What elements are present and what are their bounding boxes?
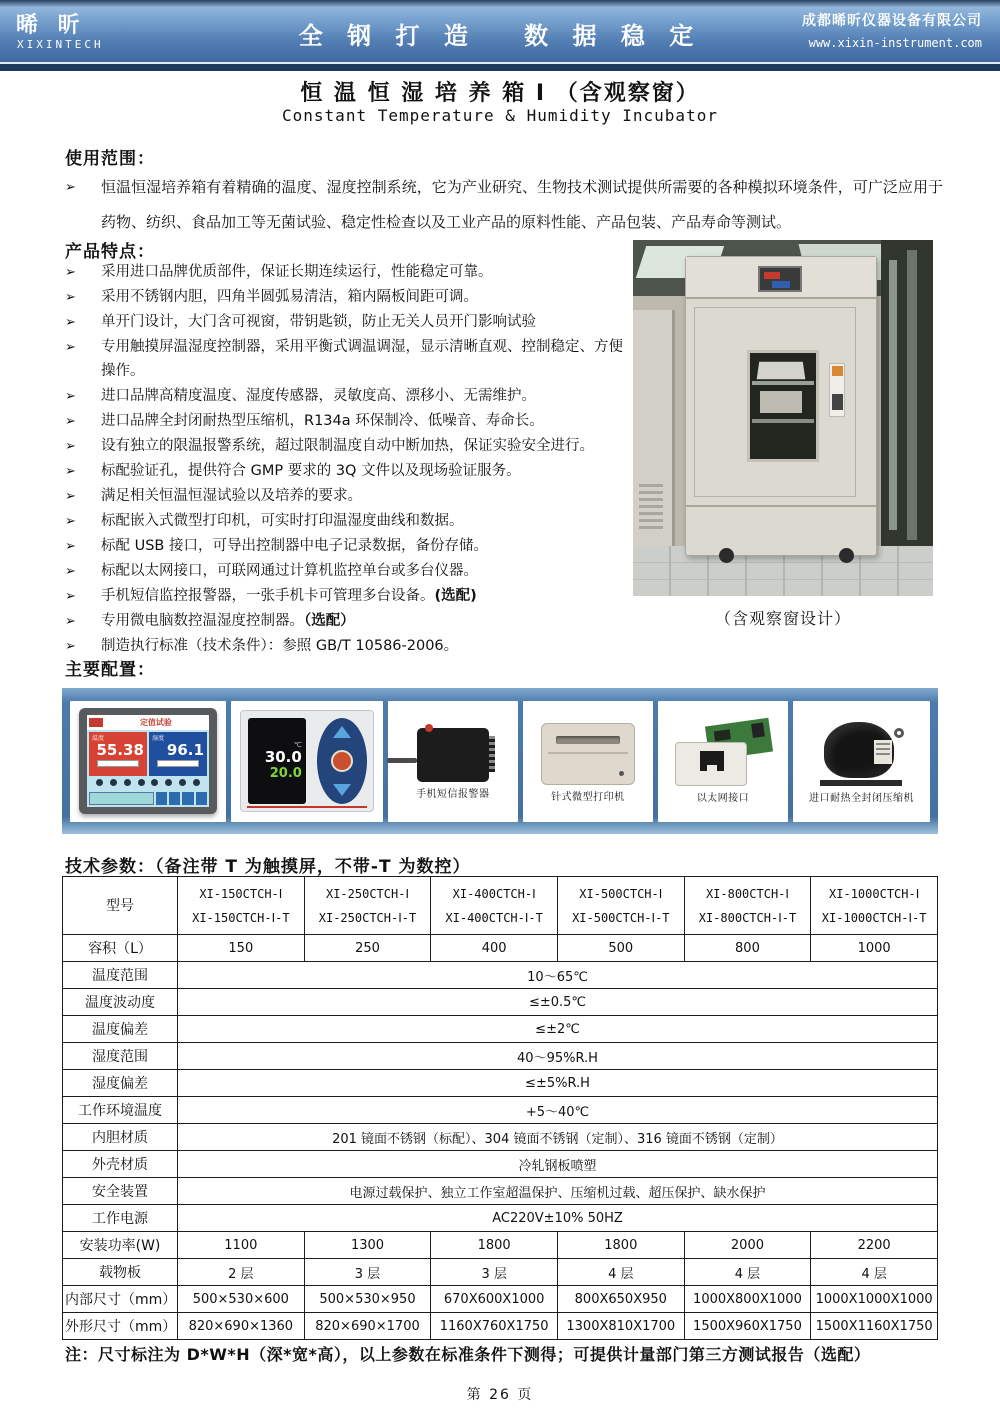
arrow-bullet-icon: ➢ (65, 290, 76, 305)
row-label-cell: 内部尺寸（mm） (63, 1286, 178, 1313)
row-label-cell: 湿度范围 (63, 1043, 178, 1070)
row-label-cell: 载物板 (63, 1259, 178, 1286)
touchscreen-humi-panel: 湿度 96.1 (149, 732, 207, 776)
incubator-display (758, 266, 802, 292)
arrow-bullet-icon: ➢ (65, 439, 76, 454)
table-row (63, 962, 938, 989)
page-number: 第 26 页 (466, 1387, 534, 1403)
value-cell: 400 (431, 935, 558, 962)
touchscreen-humi-value: 96.1 (166, 741, 204, 759)
photo-neighbor-unit (633, 310, 675, 560)
value-cell: 500×530×950 (304, 1286, 431, 1313)
table-row (63, 1097, 938, 1124)
value-cell: 250 (304, 935, 431, 962)
table-row (63, 1205, 938, 1232)
value-cell: 500×530×600 (178, 1286, 305, 1313)
arrow-bullet-icon: ➢ (65, 389, 76, 404)
printer-label: 针式微型打印机 (551, 792, 625, 803)
value-cell: 1500X1160X1750 (811, 1313, 938, 1340)
bullet-item (65, 335, 637, 383)
header-band (0, 0, 1000, 62)
value-cell: 2 层 (178, 1259, 305, 1286)
controller-value-2: 20.0 (269, 766, 302, 781)
down-arrow-icon (333, 784, 351, 796)
touchscreen-controller-image (79, 708, 217, 814)
table-row (63, 935, 938, 962)
value-cell: 1000 (811, 935, 938, 962)
value-cell: 800 (684, 935, 811, 962)
table-row (63, 1070, 938, 1097)
model-header-cell: XI-250CTCH-Ⅰ XI-250CTCH-Ⅰ-T (304, 877, 431, 935)
model-header-cell: XI-500CTCH-Ⅰ XI-500CTCH-Ⅰ-T (557, 877, 684, 935)
value-cell: 500 (557, 935, 684, 962)
specs-heading: 技术参数：（备注带 T 为触摸屏，不带-T 为数控） (65, 857, 471, 877)
value-cell: 3 层 (304, 1259, 431, 1286)
touchscreen-temp-panel: 温度 55.38 (89, 732, 147, 776)
incubator-lower-seam (686, 505, 876, 507)
value-cell: 670X600X1000 (431, 1286, 558, 1313)
bullet-item (65, 559, 637, 583)
config-card-compressor (793, 701, 930, 822)
logo-cn: 晞 昕 (16, 13, 86, 38)
touchscreen-temp-value: 55.38 (96, 741, 144, 759)
bullet-text: 专用触摸屏温湿度控制器，采用平衡式调温调湿，显示清晰直观、控制稳定、方便操作。 (101, 339, 623, 379)
bullet-text: 标配验证孔，提供符合 GMP 要求的 3Q 文件以及现场验证服务。 (101, 463, 521, 479)
span-value-cell: ≤±5%R.H (178, 1070, 938, 1097)
arrow-bullet-icon: ➢ (65, 589, 76, 604)
arrow-bullet-icon: ➢ (65, 414, 76, 429)
antenna-icon (387, 758, 417, 763)
value-cell: 1160X760X1750 (431, 1313, 558, 1340)
arrow-bullet-icon: ➢ (65, 514, 76, 529)
incubator-control-panel (686, 257, 876, 299)
specs-table-head (63, 877, 938, 935)
model-header-cell: XI-150CTCH-Ⅰ XI-150CTCH-Ⅰ-T (178, 877, 305, 935)
bullet-text: 满足相关恒温恒湿试验以及培养的要求。 (101, 488, 362, 504)
bullet-item (65, 434, 637, 458)
span-value-cell: +5～40℃ (178, 1097, 938, 1124)
row-label-cell: 安装功率(W) (63, 1232, 178, 1259)
bullet-text: 标配 USB 接口，可导出控制器中电子记录数据，备份存储。 (101, 538, 488, 554)
bullet-item (65, 384, 637, 408)
row-label-cell: 湿度偏差 (63, 1070, 178, 1097)
bullet-text: 专用微电脑数控温湿度控制器。（选配） (101, 613, 355, 629)
span-value-cell: ≤±2℃ (178, 1016, 938, 1043)
bullet-item (65, 609, 637, 633)
config-heading: 主要配置： (65, 660, 155, 680)
touchscreen-title: 定值试验 (139, 718, 172, 727)
arrow-bullet-icon: ➢ (65, 464, 76, 479)
table-row (63, 1124, 938, 1151)
controller-value-1: 30.0 (264, 748, 302, 766)
bullet-item (65, 310, 637, 334)
value-cell: 150 (178, 935, 305, 962)
value-cell: 1000X1000X1000 (811, 1286, 938, 1313)
value-cell: 820×690×1360 (178, 1313, 305, 1340)
config-card-touchscreen (70, 701, 226, 822)
span-value-cell: AC220V±10% 50HZ (178, 1205, 938, 1232)
row-label-cell: 容积（L） (63, 935, 178, 962)
bullet-text: 手机短信监控报警器，一张手机卡可管理多台设备。(选配) (101, 588, 477, 604)
row-label-cell: 温度范围 (63, 962, 178, 989)
arrow-bullet-icon: ➢ (65, 539, 76, 554)
compressor-image (820, 722, 902, 786)
value-cell: 1000X800X1000 (684, 1286, 811, 1313)
span-value-cell: ≤±0.5℃ (178, 989, 938, 1016)
table-row (63, 989, 938, 1016)
bullet-text: 标配以太网接口，可联网通过计算机监控单台或多台仪器。 (101, 563, 478, 579)
header-slogan: 全 钢 打 造 数 据 稳 定 (298, 22, 702, 50)
table-row (63, 1259, 938, 1286)
value-cell: 3 层 (431, 1259, 558, 1286)
bullet-text: 采用进口品牌优质部件，保证长期连续运行，性能稳定可靠。 (101, 264, 493, 280)
page-subtitle: Constant Temperature & Humidity Incubator (282, 106, 718, 125)
touchscreen-tab (89, 718, 103, 727)
bullet-item (65, 534, 637, 558)
table-row (63, 1016, 938, 1043)
span-value-cell: 电源过载保护、独立工作室超温保护、压缩机过载、超压保护、缺水保护 (178, 1178, 938, 1205)
value-cell: 1800 (431, 1232, 558, 1259)
value-cell: 1800 (557, 1232, 684, 1259)
arrow-bullet-icon: ➢ (65, 639, 76, 654)
arrow-bullet-icon: ➢ (65, 180, 76, 195)
digital-controller-image: ℃ 30.0 20.0 (240, 710, 374, 812)
arrow-bullet-icon: ➢ (65, 340, 76, 355)
bullet-item (65, 260, 637, 284)
row-label-cell: 温度波动度 (63, 989, 178, 1016)
value-cell: 1300 (304, 1232, 431, 1259)
ethernet-label: 以太网接口 (696, 793, 750, 804)
value-cell: 2000 (684, 1232, 811, 1259)
bullet-item (65, 409, 637, 433)
page-title: 恒 温 恒 湿 培 养 箱 Ⅰ （含观察窗） (300, 81, 700, 106)
usage-heading: 使用范围： (65, 149, 155, 169)
photo-caption: （含观察窗设计） (714, 609, 851, 628)
table-row (63, 1178, 938, 1205)
model-header-cell: XI-800CTCH-Ⅰ XI-800CTCH-Ⅰ-T (684, 877, 811, 935)
config-card-ethernet (658, 701, 788, 822)
value-cell: 800X650X950 (557, 1286, 684, 1313)
arrow-bullet-icon: ➢ (65, 265, 76, 280)
arrow-bullet-icon: ➢ (65, 489, 76, 504)
bullet-text: 进口品牌全封闭耐热型压缩机，R134a 环保制冷、低噪音、寿命长。 (101, 413, 544, 429)
incubator-label-sticker (829, 363, 845, 417)
bullet-item (65, 584, 637, 608)
product-photo (633, 240, 933, 596)
model-header-cell: XI-1000CTCH-Ⅰ XI-1000CTCH-Ⅰ-T (811, 877, 938, 935)
span-value-cell: 40～95%R.H (178, 1043, 938, 1070)
table-row (63, 1043, 938, 1070)
row-label-cell: 外壳材质 (63, 1151, 178, 1178)
sms-alarm-label: 手机短信报警器 (416, 789, 490, 800)
up-arrow-icon (333, 726, 351, 738)
value-cell: 4 层 (684, 1259, 811, 1286)
row-label-cell: 工作环境温度 (63, 1097, 178, 1124)
model-label-cell: 型号 (63, 877, 178, 935)
row-label-cell: 内胆材质 (63, 1124, 178, 1151)
printer-image (541, 723, 635, 785)
compressor-label: 进口耐热全封闭压缩机 (808, 793, 914, 804)
value-cell: 1300X810X1700 (557, 1313, 684, 1340)
value-cell: 2200 (811, 1232, 938, 1259)
features-heading: 产品特点： (65, 242, 155, 262)
span-value-cell: 201 镜面不锈钢（标配）、304 镜面不锈钢（定制）、316 镜面不锈钢（定制） (178, 1124, 938, 1151)
bullet-text: 恒温恒湿培养箱有着精确的温度、湿度控制系统，它为产业研究、生物技术测试提供所需要的各种模拟环境条件，可广泛应用于药物、纺织、食品加工等无菌试验、稳定性检查以及工业产品的原料性能、产品包装、产品寿命等测试。 (101, 178, 943, 231)
table-row (63, 1313, 938, 1340)
specs-table-body (63, 935, 938, 1340)
incubator-door (694, 307, 856, 497)
bullet-text: 标配嵌入式微型打印机，可实时打印温湿度曲线和数据。 (101, 513, 464, 529)
table-row (63, 1286, 938, 1313)
value-cell: 1500X960X1750 (684, 1313, 811, 1340)
ethernet-port-image (675, 722, 771, 786)
arrow-bullet-icon: ➢ (65, 564, 76, 579)
table-row (63, 1232, 938, 1259)
bullet-text: 设有独立的限温报警系统，超过限制温度自动中断加热，保证实验安全进行。 (101, 438, 594, 454)
website-url: www.xixin-instrument.com (808, 36, 982, 50)
config-card-printer (523, 701, 653, 822)
bullet-item (65, 459, 637, 483)
company-name: 成都晞昕仪器设备有限公司 (802, 13, 982, 29)
row-label-cell: 工作电源 (63, 1205, 178, 1232)
set-button-icon (331, 750, 353, 772)
config-card-controller (231, 701, 383, 822)
row-label-cell: 外形尺寸（mm） (63, 1313, 178, 1340)
config-card-sms-alarm (388, 701, 518, 822)
span-value-cell: 10～65℃ (178, 962, 938, 989)
specs-table (62, 876, 938, 1340)
config-banner (62, 688, 938, 834)
caster-wheel (839, 548, 854, 563)
row-label-cell: 安全装置 (63, 1178, 178, 1205)
caster-wheel (719, 548, 734, 563)
span-value-cell: 冷轧钢板喷塑 (178, 1151, 938, 1178)
usage-list (65, 170, 943, 240)
value-cell: 820×690×1700 (304, 1313, 431, 1340)
incubator-observation-window (747, 350, 819, 462)
sms-alarm-image (417, 728, 489, 782)
arrow-bullet-icon: ➢ (65, 315, 76, 330)
arrow-bullet-icon: ➢ (65, 614, 76, 629)
bullet-item (65, 484, 637, 508)
bullet-item (65, 170, 943, 240)
value-cell: 4 层 (811, 1259, 938, 1286)
photo-window-frame (881, 240, 933, 552)
value-cell: 1100 (178, 1232, 305, 1259)
specs-note: 注：尺寸标注为 D*W*H（深*宽*高），以上参数在标准条件下测得；可提供计量部门第三方测试报告（选配） (65, 1345, 871, 1364)
value-cell: 4 层 (557, 1259, 684, 1286)
bullet-text: 单开门设计，大门含可视窗，带钥匙锁，防止无关人员开门影响试验 (101, 314, 536, 330)
bullet-item (65, 285, 637, 309)
header-dark-strip (0, 64, 1000, 71)
incubator-cabinet (685, 256, 877, 556)
logo-en: XIXINTECH (17, 38, 104, 51)
bullet-text: 进口品牌高精度温度、湿度传感器，灵敏度高、漂移小、无需维护。 (101, 388, 536, 404)
features-list (65, 260, 637, 659)
controller-keypad (317, 718, 367, 804)
bullet-text: 采用不锈钢内胆，四角半圆弧易清洁，箱内隔板间距可调。 (101, 289, 478, 305)
bullet-item (65, 509, 637, 533)
table-row (63, 1151, 938, 1178)
bullet-text: 制造执行标准（技术条件）：参照 GB/T 10586-2006。 (101, 638, 459, 654)
model-header-cell: XI-400CTCH-Ⅰ XI-400CTCH-Ⅰ-T (431, 877, 558, 935)
row-label-cell: 温度偏差 (63, 1016, 178, 1043)
